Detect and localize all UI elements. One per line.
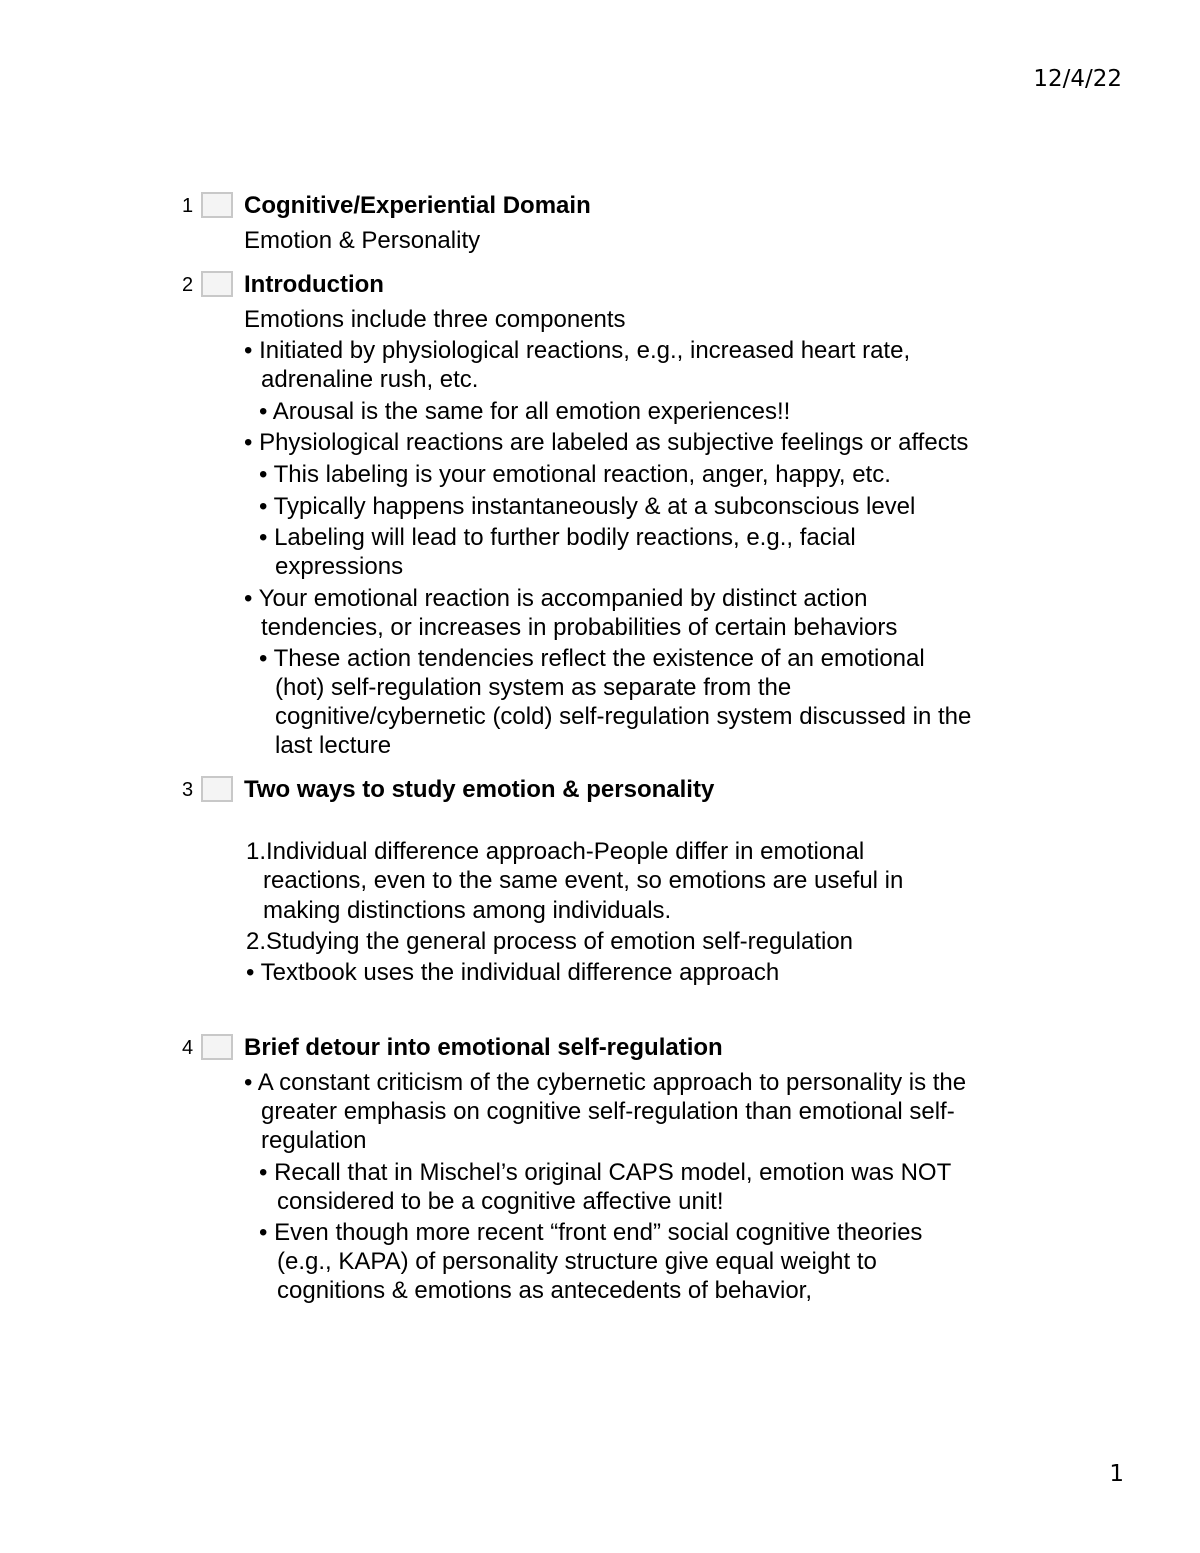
slide-title: Two ways to study emotion & personality [244,776,715,803]
slide-number: 1 [182,195,194,217]
slide-number: 4 [182,1037,194,1059]
sub-bullet-line: • Recall that in Mischel’s original CAPS model, emotion was NOT [259,1159,952,1186]
numbered-continuation: reactions, even to the same event, so emotions are useful in [263,867,904,894]
sub-bullet-continuation: (e.g., KAPA) of personality structure give equal weight to [277,1248,877,1275]
sub-bullet-continuation: expressions [275,553,404,580]
slide-title: Brief detour into emotional self-regulation [244,1034,723,1061]
sub-bullet-line: • This labeling is your emotional reaction, anger, happy, etc. [259,461,891,488]
slide-thumbnail [201,271,233,297]
sub-bullet-continuation: cognitions & emotions as antecedents of behavior, [277,1277,813,1304]
bullet-continuation: greater emphasis on cognitive self-regulation than emotional self- [261,1098,955,1125]
bullet-continuation: tendencies, or increases in probabilities of certain behaviors [261,614,898,641]
numbered-line: 2.Studying the general process of emotion self-regulation [246,928,854,955]
slide-number: 3 [182,779,194,801]
bullet-line: • A constant criticism of the cybernetic approach to personality is the [244,1069,967,1096]
sub-bullet-continuation: (hot) self-regulation system as separate from the [275,674,792,701]
sub-bullet-line: • These action tendencies reflect the existence of an emotional [259,645,925,672]
page-number: 1 [1109,1461,1124,1487]
bullet-continuation: adrenaline rush, etc. [261,366,479,393]
bullet-line: • Textbook uses the individual difference approach [246,959,780,986]
slide-thumbnail [201,1034,233,1060]
sub-bullet-line: • Labeling will lead to further bodily reactions, e.g., facial [259,524,856,551]
sub-bullet-continuation: last lecture [275,732,392,759]
bullet-line: • Initiated by physiological reactions, e.g., increased heart rate, [244,337,911,364]
numbered-continuation: making distinctions among individuals. [263,897,672,924]
slide-thumbnail [201,776,233,802]
slide-title: Introduction [244,271,384,298]
slide-text-line: Emotion & Personality [244,227,481,254]
sub-bullet-continuation: cognitive/cybernetic (cold) self-regulation system discussed in the [275,703,972,730]
slide-text-line: Emotions include three components [244,306,626,333]
numbered-line: 1.Individual difference approach-People differ in emotional [246,838,865,865]
bullet-line: • Your emotional reaction is accompanied by distinct action [244,585,868,612]
sub-bullet-line: • Even though more recent “front end” social cognitive theories [259,1219,923,1246]
slide-number: 2 [182,274,194,296]
sub-bullet-line: • Arousal is the same for all emotion experiences!! [259,398,791,425]
bullet-line: • Physiological reactions are labeled as subjective feelings or affects [244,429,969,456]
sub-bullet-continuation: considered to be a cognitive affective unit! [277,1188,724,1215]
bullet-continuation: regulation [261,1127,367,1154]
sub-bullet-line: • Typically happens instantaneously & at a subconscious level [259,493,916,520]
slide-thumbnail [201,192,233,218]
page-date: 12/4/22 [1033,66,1122,92]
slide-title: Cognitive/Experiential Domain [244,192,591,219]
